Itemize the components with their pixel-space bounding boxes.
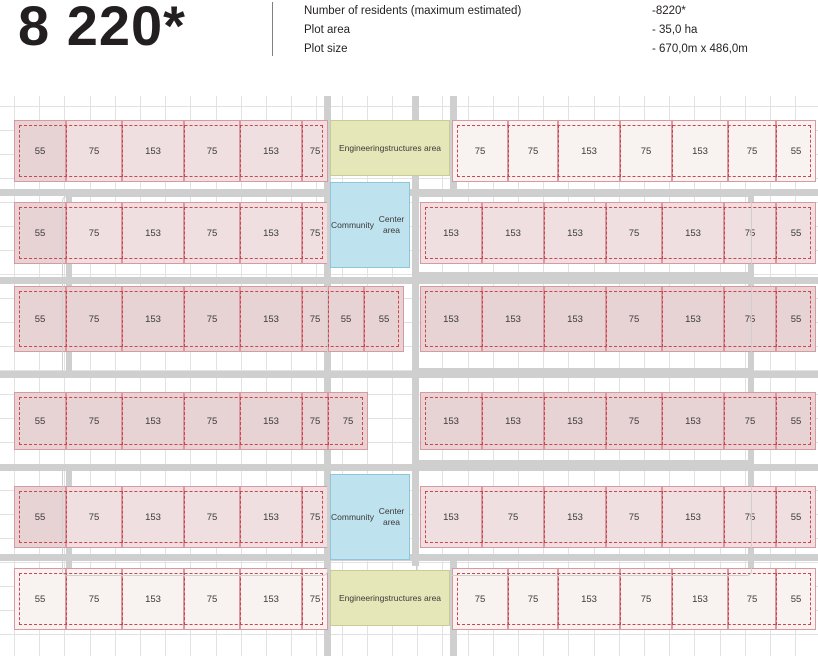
legend-label: Plot size bbox=[304, 43, 348, 55]
plot-block: 55 bbox=[776, 286, 816, 352]
plot-block: 75 bbox=[728, 120, 776, 182]
plot-block: 153 bbox=[122, 392, 184, 450]
plot-block: 153 bbox=[482, 286, 544, 352]
plot-block: 153 bbox=[122, 202, 184, 264]
plot-block: 75 bbox=[184, 286, 240, 352]
plot-block: 75 bbox=[302, 486, 328, 548]
plot-block: 153 bbox=[122, 120, 184, 182]
plot-block: 153 bbox=[544, 392, 606, 450]
plot-block: 153 bbox=[672, 120, 728, 182]
plot-block: 75 bbox=[508, 120, 558, 182]
plot-block: 75 bbox=[302, 568, 328, 630]
plot-block: 153 bbox=[558, 568, 620, 630]
legend-value: - 670,0m x 486,0m bbox=[652, 43, 748, 55]
plot-block: 55 bbox=[776, 486, 816, 548]
special-zones bbox=[0, 96, 818, 656]
page-title: 8 220* bbox=[18, 0, 186, 57]
plot-block: 153 bbox=[672, 568, 728, 630]
plot-block: 55 bbox=[14, 286, 66, 352]
plot-block: 153 bbox=[122, 486, 184, 548]
plot-block: 75 bbox=[66, 120, 122, 182]
plot-block: 75 bbox=[184, 486, 240, 548]
community-center-area-lower: Community Center area bbox=[330, 474, 410, 560]
plot-block: 55 bbox=[14, 392, 66, 450]
plot-block: 75 bbox=[66, 286, 122, 352]
plot-block: 75 bbox=[724, 202, 776, 264]
plot-block: 55 bbox=[776, 568, 816, 630]
plot-block: 55 bbox=[14, 568, 66, 630]
plot-block: 153 bbox=[420, 392, 482, 450]
plot-block: 153 bbox=[482, 392, 544, 450]
plot-block: 75 bbox=[606, 392, 662, 450]
plot-block: 75 bbox=[184, 120, 240, 182]
plot-block: 153 bbox=[544, 202, 606, 264]
plot-block: 153 bbox=[662, 392, 724, 450]
plot-block: 153 bbox=[122, 568, 184, 630]
site-plan bbox=[0, 96, 818, 656]
plot-block: 75 bbox=[302, 120, 328, 182]
plot-block: 55 bbox=[14, 202, 66, 264]
plot-block: 153 bbox=[240, 202, 302, 264]
plot-block: 75 bbox=[328, 392, 368, 450]
legend-row bbox=[304, 21, 818, 40]
plot-block: 75 bbox=[184, 202, 240, 264]
legend-value: -8220* bbox=[652, 5, 686, 17]
plot-block: 75 bbox=[508, 568, 558, 630]
plot-block: 75 bbox=[302, 202, 328, 264]
plot-block: 55 bbox=[364, 286, 404, 352]
plot-block: 75 bbox=[302, 392, 328, 450]
plot-block: 153 bbox=[420, 486, 482, 548]
legend-label: Plot area bbox=[304, 24, 351, 36]
legend-label: Number of residents (maximum estimated) bbox=[304, 5, 522, 17]
header-divider bbox=[272, 2, 273, 56]
plot-block: 153 bbox=[544, 486, 606, 548]
plot-block: 55 bbox=[776, 202, 816, 264]
plot-block: 55 bbox=[776, 120, 816, 182]
plot-block: 75 bbox=[728, 568, 776, 630]
plot-block: 153 bbox=[662, 486, 724, 548]
plot-block: 55 bbox=[14, 120, 66, 182]
plot-block: 75 bbox=[724, 286, 776, 352]
plot-block: 75 bbox=[184, 568, 240, 630]
plot-block: 153 bbox=[240, 486, 302, 548]
header bbox=[0, 0, 818, 96]
plot-block: 75 bbox=[724, 392, 776, 450]
plot-block: 153 bbox=[558, 120, 620, 182]
plot-block: 153 bbox=[544, 286, 606, 352]
plot-block: 75 bbox=[302, 286, 328, 352]
plot-block: 153 bbox=[420, 286, 482, 352]
plot-block: 75 bbox=[482, 486, 544, 548]
plot-block: 153 bbox=[662, 286, 724, 352]
plot-block: 75 bbox=[724, 486, 776, 548]
plot-block: 75 bbox=[606, 202, 662, 264]
plot-block: 75 bbox=[620, 120, 672, 182]
plot-block: 153 bbox=[482, 202, 544, 264]
plot-block: 153 bbox=[240, 392, 302, 450]
legend-row bbox=[304, 40, 818, 59]
plot-block: 153 bbox=[240, 286, 302, 352]
plot-block: 75 bbox=[184, 392, 240, 450]
plot-block: 75 bbox=[452, 120, 508, 182]
plot-block: 153 bbox=[420, 202, 482, 264]
legend-value: - 35,0 ha bbox=[652, 24, 698, 36]
plot-block: 153 bbox=[122, 286, 184, 352]
plot-block: 75 bbox=[620, 568, 672, 630]
plot-block: 75 bbox=[606, 486, 662, 548]
plot-block: 75 bbox=[66, 486, 122, 548]
plot-block: 75 bbox=[452, 568, 508, 630]
plot-block: 153 bbox=[240, 120, 302, 182]
plot-block: 75 bbox=[66, 568, 122, 630]
community-center-area-upper: Community Center area bbox=[330, 182, 410, 268]
plot-block: 153 bbox=[240, 568, 302, 630]
plot-block: 153 bbox=[662, 202, 724, 264]
plot-block: 55 bbox=[328, 286, 364, 352]
plot-block: 75 bbox=[66, 202, 122, 264]
engineering-structures-area-top: Engineering structures area bbox=[330, 120, 450, 176]
legend bbox=[304, 2, 818, 59]
engineering-structures-area-bottom: Engineering structures area bbox=[330, 570, 450, 626]
plot-block: 55 bbox=[14, 486, 66, 548]
plot-block: 75 bbox=[606, 286, 662, 352]
plot-block: 75 bbox=[66, 392, 122, 450]
plot-block: 55 bbox=[776, 392, 816, 450]
legend-row bbox=[304, 2, 818, 21]
